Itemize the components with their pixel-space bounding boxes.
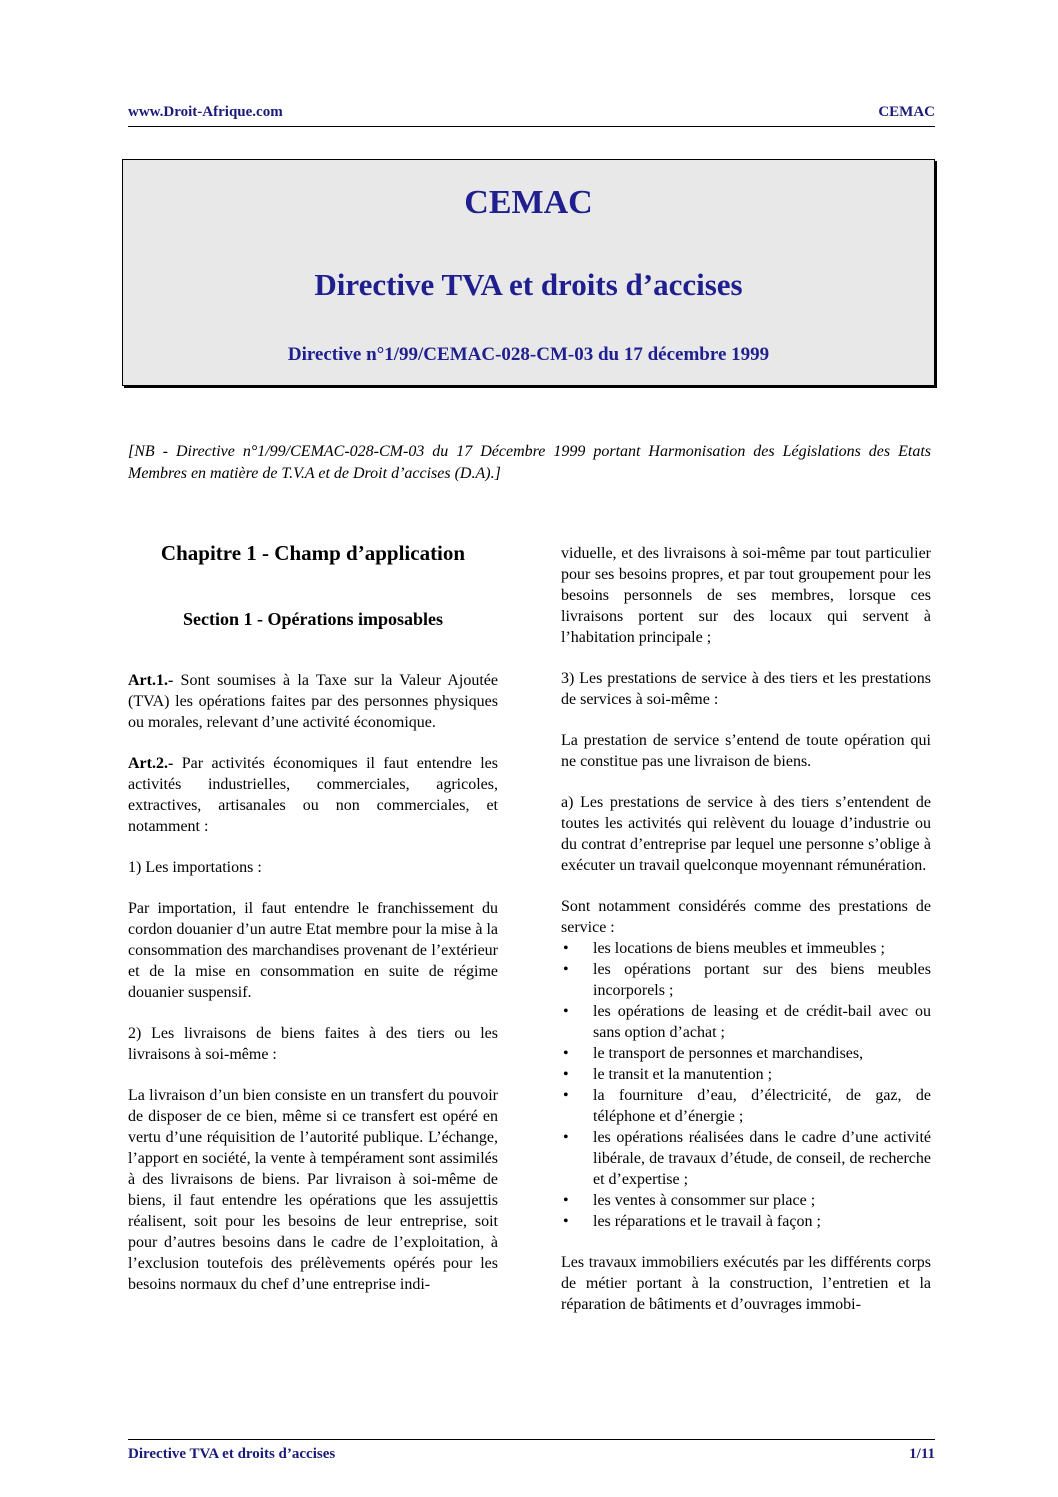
list-item: • les opérations réalisées dans le cadre d’une activité libérale, de travaux d’étude, de conseil, de recherche et d’expertise ;	[561, 1127, 931, 1190]
article-2-label: Art.2.-	[128, 755, 174, 772]
paragraph: 3) Les prestations de service à des tiers et les prestations de services à soi-même :	[561, 670, 931, 708]
left-column	[128, 543, 498, 1315]
list-item: • les opérations de leasing et de crédit-bail avec ou sans option d’achat ;	[561, 1001, 931, 1043]
page-header	[128, 104, 935, 128]
title-box	[122, 159, 935, 386]
document-subtitle: Directive TVA et droits d’accises	[314, 267, 743, 302]
paragraph: La livraison d’un bien consiste en un transfert du pouvoir de disposer de ce bien, même si ce transfert est opéré en vertu d’une réquisition de l’autorité publique. L’échange, l’apport en société, la vente à tempérament sont assimilés à des livraisons de biens. Par livraison à soi-même de biens, il faut entendre les opérations que les assujettis réalisent, soit pour les besoins de leur entreprise, soit pour d’autres besoins dans le cadre de l’exploitation, à l’exclusion toutefois des prélèvements opérés pour les besoins normaux du chef d’une entreprise indi-	[128, 1087, 498, 1293]
list-item: • les réparations et le travail à façon ;	[561, 1211, 931, 1232]
page-number: 1/11	[909, 1446, 935, 1462]
paragraph: 1) Les importations :	[128, 859, 262, 876]
article-2	[128, 753, 498, 837]
page-footer	[128, 1439, 935, 1469]
paragraph: a) Les prestations de service à des tiers s’entendent de toutes les activités qui relèvent du louage d’industrie ou du contrat d’entreprise par lequel une personne s’oblige à exécuter un travail quelconque moyennant rémunération.	[561, 794, 931, 874]
list-item: • la fourniture d’eau, d’électricité, de gaz, de téléphone et d’énergie ;	[561, 1085, 931, 1127]
chapter-heading: Chapitre 1 - Champ d’application	[160, 541, 466, 565]
right-column	[561, 543, 931, 1335]
paragraph: viduelle, et des livraisons à soi-même par tout particulier pour ses besoins propres, et par tout groupement pour les besoins personnels de ses membres, lorsque ces livraisons portent sur des locaux qui servent à l’habitation principale ;	[561, 545, 931, 646]
list-item: • les ventes à consommer sur place ;	[561, 1190, 931, 1211]
directive-reference: Directive n°1/99/CEMAC-028-CM-03 du 17 décembre 1999	[287, 344, 770, 365]
footer-rule	[128, 1439, 935, 1440]
nb-note: [NB - Directive n°1/99/CEMAC-028-CM-03 du 17 Décembre 1999 portant Harmonisation des Législations des Etats Membres en matière de T.V.A et de Droit d’accises (D.A).]	[128, 443, 931, 482]
service-list	[561, 938, 931, 1232]
paragraph: 2) Les livraisons de biens faites à des tiers ou les livraisons à soi-même :	[128, 1025, 498, 1063]
list-item: • le transit et la manutention ;	[561, 1064, 931, 1085]
paragraph: La prestation de service s’entend de toute opération qui ne constitue pas une livraison de biens.	[561, 732, 931, 770]
article-1	[128, 670, 498, 733]
header-org: CEMAC	[878, 104, 935, 120]
paragraph: Les travaux immobiliers exécutés par les différents corps de métier portant à la construction, l’entretien et la réparation de bâtiments et d’ouvrages immobi-	[561, 1254, 931, 1313]
site-url: www.Droit-Afrique.com	[128, 104, 283, 120]
section-heading: Section 1 - Opérations imposables	[182, 609, 443, 629]
list-item: • le transport de personnes et marchandises,	[561, 1043, 931, 1064]
header-rule	[128, 126, 935, 127]
paragraph: Par importation, il faut entendre le franchissement du cordon douanier d’un autre Etat membre pour la mise à la consommation des marchandises provenant de l’extérieur et de la mise en consommation en suite de régime douanier suspensif.	[128, 900, 498, 1001]
article-1-label: Art.1.-	[128, 672, 174, 689]
article-1-text: Sont soumises à la Taxe sur la Valeur Ajoutée (TVA) les opérations faites par des personnes physiques ou morales, relevant d’une activité économique.	[128, 672, 498, 731]
list-item: • les locations de biens meubles et immeubles ;	[561, 938, 931, 959]
footer-title: Directive TVA et droits d’accises	[128, 1446, 336, 1462]
paragraph: Sont notamment considérés comme des prestations de service :	[561, 898, 931, 936]
article-2-text: Par activités économiques il faut entendre les activités industrielles, commerciales, agricoles, extractives, artisanales ou non commerciales, et notamment :	[128, 755, 498, 835]
document-title: CEMAC	[464, 184, 593, 221]
list-item: • les opérations portant sur des biens meubles incorporels ;	[561, 959, 931, 1001]
